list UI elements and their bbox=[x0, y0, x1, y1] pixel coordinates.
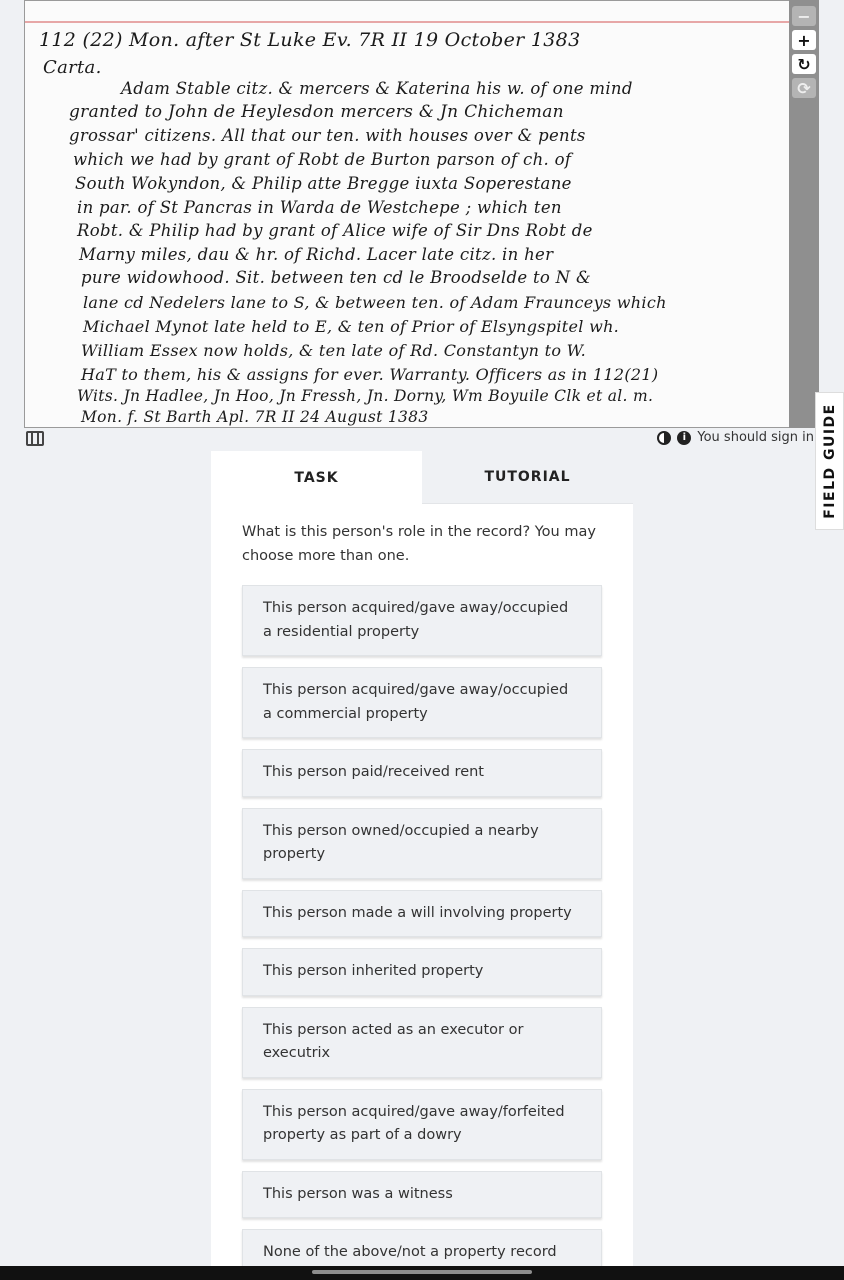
manuscript-line: 112 (22) Mon. after St Luke Ev. 7R II 19 October 1383 bbox=[39, 29, 581, 51]
manuscript-line: Adam Stable citz. & mercers & Katerina his w. of one mind bbox=[121, 79, 633, 98]
tab-tutorial[interactable]: TUTORIAL bbox=[422, 451, 633, 504]
system-navigation-bar bbox=[0, 1266, 844, 1280]
field-guide-label: FIELD GUIDE bbox=[821, 403, 838, 519]
tab-task[interactable]: TASK bbox=[211, 451, 422, 504]
manuscript-line: Robt. & Philip had by grant of Alice wife of Sir Dns Robt de bbox=[77, 221, 593, 240]
manuscript-line: HaT to them, his & assigns for ever. Warranty. Officers as in 112(21) bbox=[81, 365, 659, 384]
film-frames-icon[interactable] bbox=[26, 431, 44, 446]
contrast-icon[interactable] bbox=[657, 431, 671, 445]
manuscript-line: pure widowhood. Sit. between ten cd le Broodselde to N & bbox=[81, 268, 591, 287]
status-row bbox=[657, 430, 814, 445]
answer-option[interactable]: This person inherited property bbox=[242, 948, 602, 996]
manuscript-line: Marny miles, dau & hr. of Richd. Lacer late citz. in her bbox=[79, 245, 554, 264]
viewer-toolbar bbox=[789, 0, 819, 428]
rotate-button[interactable] bbox=[792, 54, 816, 74]
home-indicator[interactable] bbox=[312, 1270, 532, 1274]
manuscript-line: Carta. bbox=[43, 57, 102, 78]
manuscript-line: Wits. Jn Hadlee, Jn Hoo, Jn Fressh, Jn. Dorny, Wm Boyuile Clk et al. m. bbox=[77, 387, 654, 405]
answer-option[interactable]: This person owned/occupied a nearby property bbox=[242, 808, 602, 879]
zoom-in-button[interactable] bbox=[792, 30, 816, 50]
page-rule-line bbox=[25, 21, 789, 23]
manuscript-line: Michael Mynot late held to E, & ten of Prior of Elsyngspitel wh. bbox=[83, 317, 620, 336]
answer-option[interactable]: This person acquired/gave away/forfeited property as part of a dowry bbox=[242, 1089, 602, 1160]
plus-icon: + bbox=[797, 30, 811, 50]
subject-image-viewer[interactable] bbox=[24, 0, 790, 428]
answer-option[interactable]: This person was a witness bbox=[242, 1171, 602, 1219]
sign-in-notice[interactable]: You should sign in bbox=[697, 430, 814, 445]
answer-option[interactable]: This person acted as an executor or executrix bbox=[242, 1007, 602, 1078]
task-panel bbox=[211, 451, 633, 1266]
zoom-out-button[interactable] bbox=[792, 6, 816, 26]
manuscript-line: lane cd Nedelers lane to S, & between ten. of Adam Fraunceys which bbox=[83, 293, 667, 312]
rotate-icon: ↻ bbox=[797, 54, 811, 74]
manuscript-line: William Essex now holds, & ten late of Rd. Constantyn to W. bbox=[81, 341, 586, 360]
answer-option[interactable]: This person acquired/gave away/occupied a commercial property bbox=[242, 667, 602, 738]
minus-icon: − bbox=[797, 6, 811, 26]
answer-option[interactable]: This person paid/received rent bbox=[242, 749, 602, 797]
reset-icon: ⟳ bbox=[797, 78, 811, 98]
manuscript-line: Mon. f. St Barth Apl. 7R II 24 August 1383 bbox=[81, 408, 429, 426]
field-guide-tab[interactable] bbox=[815, 392, 844, 530]
manuscript-line: South Wokyndon, & Philip atte Bregge iuxta Soperestane bbox=[75, 174, 572, 193]
answer-list bbox=[242, 585, 602, 1266]
answer-option[interactable]: This person made a will involving property bbox=[242, 890, 602, 938]
info-icon[interactable]: i bbox=[677, 431, 691, 445]
task-question: What is this person's role in the record? You may choose more than one. bbox=[242, 524, 596, 564]
answer-option[interactable]: This person acquired/gave away/occupied a residential property bbox=[242, 585, 602, 656]
manuscript-line: which we had by grant of Robt de Burton parson of ch. of bbox=[73, 150, 572, 169]
manuscript-line: in par. of St Pancras in Warda de Westchepe ; which ten bbox=[77, 198, 562, 217]
task-tabs bbox=[211, 451, 633, 504]
answer-option[interactable]: None of the above/not a property record bbox=[242, 1229, 602, 1266]
reset-view-button[interactable] bbox=[792, 78, 816, 98]
manuscript-line: granted to John de Heylesdon mercers & Jn Chicheman bbox=[69, 102, 564, 122]
manuscript-line: grossar' citizens. All that our ten. with houses over & pents bbox=[69, 126, 586, 145]
